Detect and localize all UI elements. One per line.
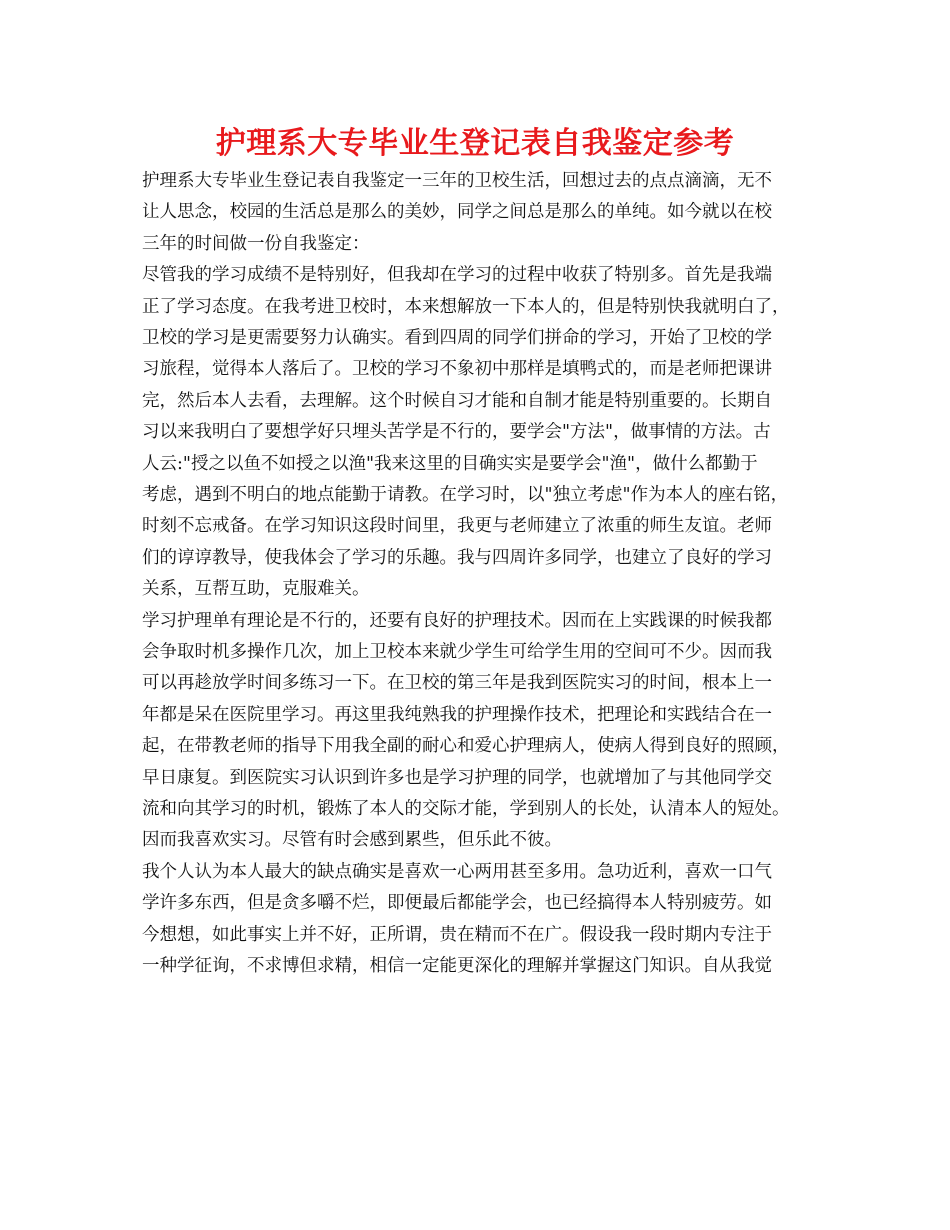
body-line: 关系，互帮互助，克服难关。 <box>142 579 370 600</box>
body-line: 年都是呆在医院里学习。再这里我纯熟我的护理操作技术，把理论和实践结合在一 <box>142 704 772 725</box>
body-line: 习旅程，觉得本人落后了。卫校的学习不象初中那样是填鸭式的，而是老师把课讲 <box>142 359 772 380</box>
body-line: 起，在带教老师的指导下用我全副的耐心和爱心护理病人，使病人得到良好的照顾， <box>142 736 790 757</box>
body-line: 卫校的学习是更需要努力认确实。看到四周的同学们拼命的学习，开始了卫校的学 <box>142 328 772 348</box>
body-line: 让人思念，校园的生活总是那么的美妙，同学之间总是那么的单纯。如今就以在校 <box>142 202 772 223</box>
body-line: 习以来我明白了要想学好只埋头苦学是不行的，要学会"方法"，做事情的方法。古 <box>142 422 771 443</box>
body-line: 人云:"授之以鱼不如授之以渔"我来这里的目确实实是要学会"渔"，做什么都勤于 <box>142 453 758 474</box>
body-line: 早日康复。到医院实习认识到许多也是学习护理的同学，也就增加了与其他同学交 <box>142 767 772 788</box>
body-line: 因而我喜欢实习。尽管有时会感到累些，但乐此不彼。 <box>142 830 562 851</box>
document-title: 护理系大专毕业生登记表自我鉴定参考 <box>215 126 735 161</box>
body-line: 会争取时机多操作几次，加上卫校本来就少学生可给学生用的空间可不少。因而我 <box>142 642 772 662</box>
body-line: 流和向其学习的时机，锻炼了本人的交际才能，学到别人的长处，认清本人的短处。 <box>142 799 790 819</box>
body-line: 护理系大专毕业生登记表自我鉴定一三年的卫校生活，回想过去的点点滴滴，无不 <box>142 171 772 191</box>
body-line: 一种学征询，不求博但求精，相信一定能更深化的理解并掌握这门知识。自从我觉 <box>142 956 772 976</box>
body-line: 可以再趁放学时间多练习一下。在卫校的第三年是我到医院实习的时间，根本上一 <box>142 673 772 694</box>
body-line: 三年的时间做一份自我鉴定： <box>142 233 370 254</box>
body-line: 学许多东西，但是贪多嚼不烂，即便最后都能学会，也已经搞得本人特别疲劳。如 <box>142 893 772 914</box>
body-line: 完，然后本人去看，去理解。这个时候自习才能和自制才能是特别重要的。长期自 <box>142 390 772 411</box>
body-line: 们的谆谆教导，使我体会了学习的乐趣。我与四周许多同学，也建立了良好的学习 <box>142 547 772 568</box>
body-line: 考虑，遇到不明白的地点能勤于请教。在学习时，以"独立考虑"作为本人的座右铭， <box>142 485 789 505</box>
body-line: 我个人认为本人最大的缺点确实是喜欢一心两用甚至多用。急功近利，喜欢一口气 <box>142 861 772 882</box>
body-line: 尽管我的学习成绩不是特别好，但我却在学习的过程中收获了特别多。首先是我端 <box>142 265 772 286</box>
body-line: 学习护理单有理论是不行的，还要有良好的护理技术。因而在上实践课的时候我都 <box>142 610 772 631</box>
body-line: 正了学习态度。在我考进卫校时，本来想解放一下本人的，但是特别快我就明白了， <box>142 296 790 317</box>
body-line: 今想想，如此事实上并不好，正所谓，贵在精而不在广。假设我一段时期内专注于 <box>142 924 772 945</box>
body-line: 时刻不忘戒备。在学习知识这段时间里，我更与老师建立了浓重的师生友谊。老师 <box>142 516 772 537</box>
